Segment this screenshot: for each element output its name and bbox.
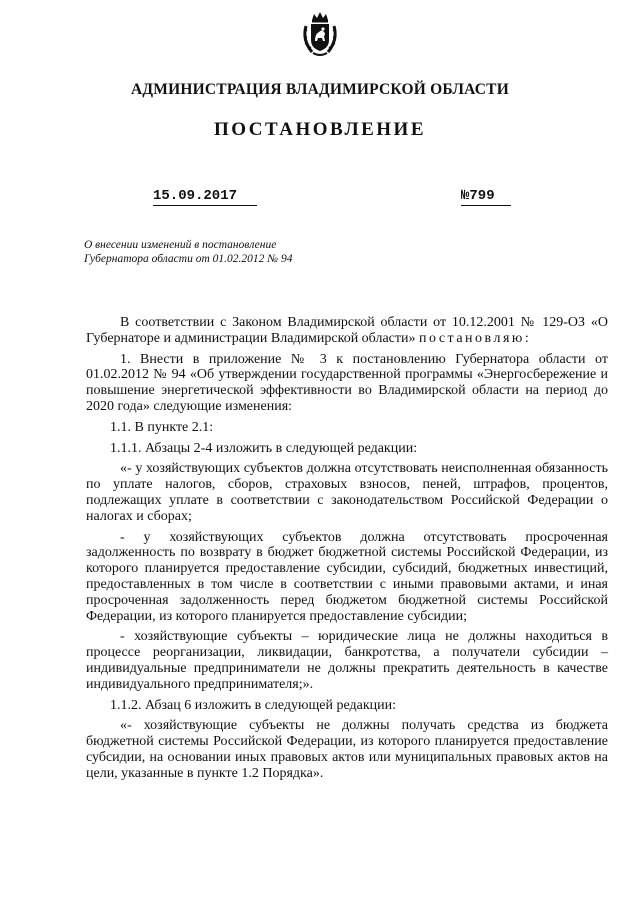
item-1-1: 1.1. В пункте 2.1: [110,419,214,435]
item-1-1-1: 1.1.1. Абзацы 2-4 изложить в следующей редакции: [110,440,418,456]
quote-paragraph-3: - хозяйствующие субъекты – юридические лица не должны находиться в процессе реорганизации, ликвидации, банкротства, а получатели субсидии – индивидуальные предприниматели не должны прекратить деятельность в качестве индивидуального предпринимателя;». [86,629,608,692]
document-number: №799 [461,188,511,206]
document-subject [84,238,384,266]
document-body [86,315,608,787]
subject-line-1: О внесении изменений в постановление [84,239,277,251]
item-1-1-2: 1.1.2. Абзац 6 изложить в следующей редакции: [110,697,397,713]
document-date: 15.09.2017 [153,188,257,206]
quote-paragraph-4: «- хозяйствующие субъекты не должны получать средства из бюджета бюджетной системы Российской Федерации, из которого планируется предоставление субсидии, на основании иных правовых актов или муниципальных правовых актов на цели, указанные в пункте 1.2 Порядка». [86,718,608,781]
quote-paragraph-2: - у хозяйствующих субъектов должна отсутствовать просроченная задолженность по возврату в бюджет бюджетной системы Российской Федерации, из которого планируется предоставление субсидии, субсидий, бюджетных инвестиций, предоставленных в том числе в соответствии с иными правовыми актами, и иная просроченная задолженность перед бюджетом бюджетной системы Российской Федерации, из которого планируется предоставление субсидии; [86,529,608,624]
subject-line-2: Губернатора области от 01.02.2012 № 94 [84,253,293,265]
preamble-text: В соответствии с Законом Владимирской области от 10.12.2001 № 129-ОЗ «О Губернаторе и администрации Владимирской области» [86,315,608,346]
coat-of-arms-icon [300,10,340,58]
document-type: ПОСТАНОВЛЕНИЕ [213,119,427,140]
preamble-resolution-word: постановляю: [418,330,532,346]
organization-title: АДМИНИСТРАЦИЯ ВЛАДИМИРСКОЙ ОБЛАСТИ [131,81,509,98]
item-1: 1. Внести в приложение № 3 к постановлению Губернатора области от 01.02.2012 № 94 «Об утверждении государственной программы «Энергосбережение и повышение энергетической эффективности во Владимирской области на период до 2020 года» следующие изменения: [86,351,608,414]
quote-paragraph-1: «- у хозяйствующих субъектов должна отсутствовать неисполненная обязанность по уплате налогов, сборов, страховых взносов, пеней, штрафов, процентов, подлежащих уплате в соответствии с законодательством Российской Федерации о налогах и сборах; [86,461,608,524]
preamble-paragraph [86,315,608,347]
